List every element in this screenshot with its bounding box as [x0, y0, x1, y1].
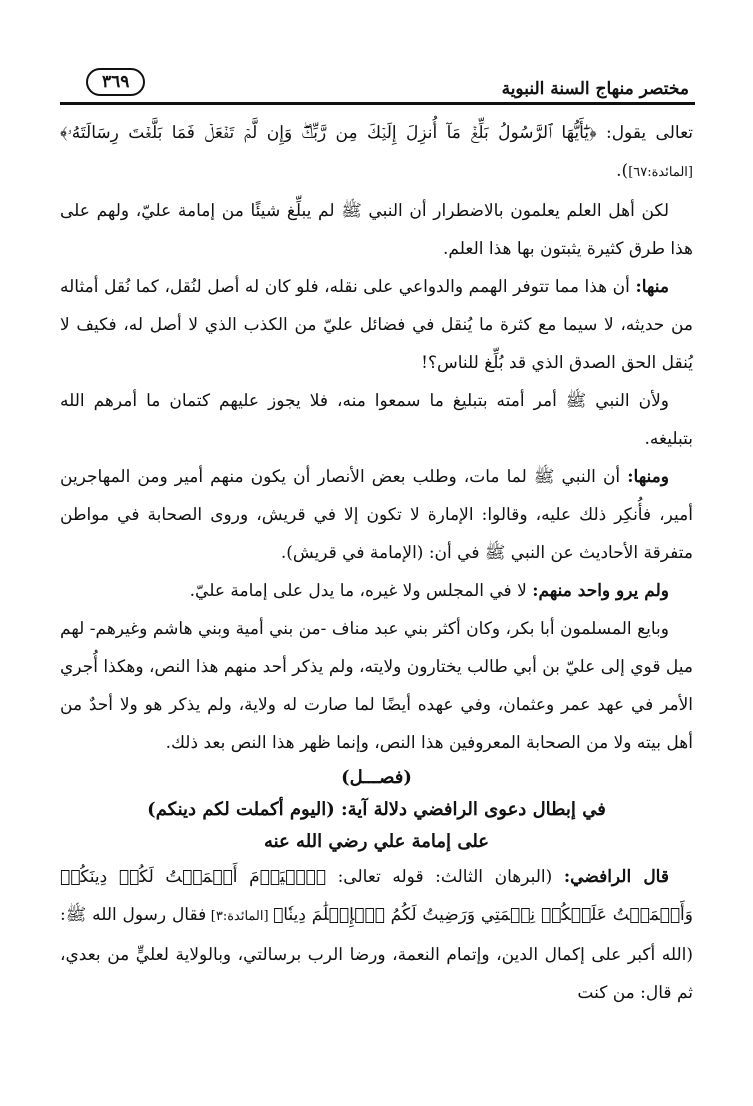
paragraph-3: منها: أن هذا مما تتوفر الهمم والدواعي على نقله، فلو كان له أصل لنُقل، كما نُقل أمثاله من حديثه، لا سيما مع كثرة ما يُنقل في فضائل عليّ من الكذب الذي لا أصل له، فكيف لا يُنقل الحق الصدق الذي قد بُلِّغ للناس؟!: [60, 277, 693, 373]
paragraph-5: ومنها: أن النبي ﷺ لما مات، وطلب بعض الأنصار أن يكون منهم أمير ومن المهاجرين أمير، فأُنكِر ذلك عليه، وقالوا: الإمارة لا تكون إلا في قريش، وروى الصحابة في مواطن متفرقة الأحاديث عن النبي ﷺ في أن: (الإمامة في قريش).: [60, 467, 693, 563]
paragraph-8: قال الرافضي: (البرهان الثالث: قوله تعالى: ﴿ٱلۡيَوۡمَ أَكۡمَلۡتُ لَكُمۡ دِينَكُمۡ وَأَتۡمَمۡتُ عَلَيۡكُمۡ نِعۡمَتِي وَرَضِيتُ لَكُمُ ٱلۡإِسۡلَٰمَ دِينٗا﴾ [المائدة:٣] فقال رسول الله ﷺ: (الله أكبر على إكمال الدين، وإتمام النعمة، ورضا الرب برسالتي، وبالولاية لعليٍّ من بعدي، ثم قال: من كنت: [60, 867, 693, 1003]
paragraph-7: وبايع المسلمون أبا بكر، وكان أكثر بني عبد مناف -من بني أمية وبني هاشم وغيرهم- لهم ميل قوي إلى عليّ بن أبي طالب يختارون ولايته، ولم يذكر أحد منهم هذا النص، وهكذا أُجري الأمر في عهد عمر وعثمان، وفي عهده أيضًا لما صارت له ولاية، ولم يذكر هو ولا أحدٌ من أهل بيته ولا من الصحابة المعروفين هذا النص، وإنما ظهر هذا النص بعد ذلك.: [60, 619, 693, 753]
quote-ref-1: [المائدة:٦٧]: [628, 165, 693, 180]
quran-quote-2: ﴿ٱلۡيَوۡمَ أَكۡمَلۡتُ لَكُمۡ دِينَكُمۡ وَأَتۡمَمۡتُ عَلَيۡكُمۡ نِعۡمَتِي وَرَضِيتُ لَكُمُ ٱلۡإِسۡلَٰمَ دِينٗا﴾: [60, 867, 693, 925]
section-title-line-1: في إبطال دعوى الرافضي دلالة آية: (اليوم أكملت لكم دينكم): [147, 799, 606, 820]
quote-ref-2: [المائدة:٣]: [206, 909, 274, 924]
paragraph-4: ولأن النبي ﷺ أمر أمته بتبليغ ما سمعوا منه، فلا يجوز عليهم كتمان ما أمرهم الله بتبليغه.: [60, 391, 693, 449]
section-label: (فصـــل): [341, 767, 412, 788]
quran-quote-1: ﴿يَٰٓأَيُّهَا ٱلرَّسُولُ بَلِّغۡ مَآ أُنزِلَ إِلَيۡكَ مِن رَّبِّكَۖ وَإِن لَّمۡ تَفۡعَلۡ فَمَا بَلَّغۡتَ رِسَالَتَهُۥ﴾: [60, 123, 597, 143]
paragraph-1: تعالى يقول: ﴿يَٰٓأَيُّهَا ٱلرَّسُولُ بَلِّغۡ مَآ أُنزِلَ إِلَيۡكَ مِن رَّبِّكَۖ وَإِن لَّمۡ تَفۡعَلۡ فَمَا بَلَّغۡتَ رِسَالَتَهُۥ﴾ [المائدة:٦٧]).: [60, 123, 693, 181]
page-header: [60, 64, 695, 102]
section-title-line-2: على إمامة علي رضي الله عنه: [263, 831, 490, 852]
header-rule: [60, 102, 695, 105]
book-title: مختصر منهاج السنة النبوية: [501, 79, 689, 99]
paragraph-2: لكن أهل العلم يعلمون بالاضطرار أن النبي ﷺ لم يبلِّغ شيئًا من إمامة عليّ، ولهم على هذا طرق كثيرة يثبتون بها هذا العلم.: [60, 201, 693, 259]
paragraph-6: ولم يرو واحد منهم: لا في المجلس ولا غيره، ما يدل على إمامة عليّ.: [189, 581, 669, 601]
page-number: ٣٦٩: [86, 68, 145, 96]
page-body: [60, 114, 693, 1012]
